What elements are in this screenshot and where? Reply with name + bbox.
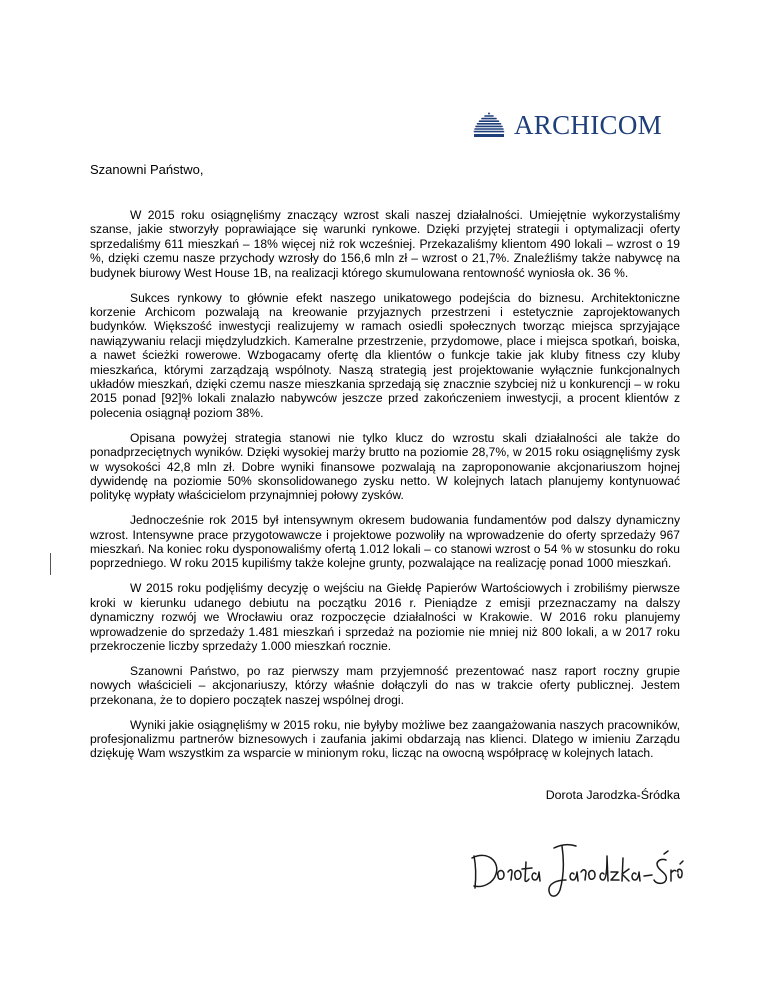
handwritten-signature-icon — [466, 836, 686, 904]
company-name: ARCHICOM — [514, 110, 662, 140]
signer-name: Dorota Jarodzka-Śródka — [545, 788, 680, 802]
paragraph-thanks: Wyniki jakie osiągnęliśmy w 2015 roku, nie byłyby możliwe bez zaangażowania naszych pracowników, profesjonalizmu partnerów biznesowych i zaufania jakimi obdarzają nas klienci. Dlatego w imieniu Zarządu dziękuję Wam wszystkim za wsparcie w minionym roku, licząc na owocną współpracę w kolejnych latach. — [90, 717, 680, 761]
company-logo — [472, 110, 684, 140]
letter-body — [90, 208, 680, 771]
text-cursor-mark — [50, 553, 51, 575]
archicom-logo-icon — [472, 111, 506, 139]
paragraph-shareholders: Szanowni Państwo, po raz pierwszy mam przyjemność prezentować nasz raport roczny grupie nowych właścicieli – akcjonariuszy, którzy właśnie dołączyli do nas w trakcie oferty publicznej. Jestem przekonana, że to dopiero początek naszej wspólnej drogi. — [90, 663, 680, 707]
letter-greeting: Szanowni Państwo, — [90, 162, 204, 177]
paragraph-results: W 2015 roku osiągnęliśmy znaczący wzrost skali naszej działalności. Umiejętnie wykorzystaliśmy szanse, jakie stworzyły poprawiające się warunki rynkowe. Dzięki przyjętej strategii i optymalizacji oferty sprzedaliśmy 611 mieszkań – 18% więcej niż rok wcześniej. Przekazaliśmy klientom 490 lokali – wzrost o 19 %, dzięki czemu nasze przychody wzrosły do 156,6 mln zł – wzrost o 21,7%. Znaleźliśmy także nabywcę na budynek biurowy West House 1B, na realizacji którego skumulowana rentowność wyniosła ok. 36 %. — [90, 208, 680, 280]
paragraph-strategy: Sukces rynkowy to głównie efekt naszego unikatowego podejścia do biznesu. Architektoniczne korzenie Archicom pozwalają na kreowanie przyjaznych przestrzeni i estetycznie zaprojektowanych budynków. Większość inwestycji realizujemy w ramach osiedli społecznych tworząc miejsca sprzyjające nawiązywaniu relacji międzyludzkich. Kameralne przestrzenie, przydomowe, place i miejsca spotkań, boiska, a nawet ścieżki rowerowe. Wzbogacamy ofertę dla klientów o funkcje takie jak kluby fitness czy kluby mieszkańca, którymi zarządzają wspólnoty. Naszą strategią jest projektowanie wyłącznie funkcjonalnych układów mieszkań, dzięki czemu nasze mieszkania sprzedają się znacznie szybciej niż u konkurencji – w roku 2015 ponad [92]% lokali znalazło nabywców jeszcze przed zakończeniem inwestycji, a procent klientów z polecenia osiągnął poziom 38%. — [90, 290, 680, 420]
paragraph-growth: Jednocześnie rok 2015 był intensywnym okresem budowania fundamentów pod dalszy dynamiczny wzrost. Intensywne prace przygotowawcze i projektowe pozwoliły na wprowadzenie do oferty sprzedaży 967 mieszkań. Na koniec roku dysponowaliśmy ofertą 1.012 lokali – co stanowi wzrost o 54 % w stosunku do roku poprzedniego. W roku 2015 kupiliśmy także kolejne grunty, pozwalające na realizację ponad 1000 mieszkań. — [90, 513, 680, 571]
paragraph-profit: Opisana powyżej strategia stanowi nie tylko klucz do wzrostu skali działalności ale także do ponadprzeciętnych wyników. Dzięki wysokiej marży brutto na poziomie 28,7%, w 2015 roku osiągnęliśmy zysk w wysokości 42,8 mln zł. Dobre wyniki finansowe pozwalają na zaproponowanie akcjonariuszom hojnej dywidendę na poziomie 50% skonsolidowanego zysku netto. W kolejnych latach planujemy kontynuować politykę wypłaty właścicielom przynajmniej połowy zysków. — [90, 430, 680, 503]
paragraph-ipo: W 2015 roku podjęliśmy decyzję o wejściu na Giełdę Papierów Wartościowych i zrobiliśmy pierwsze kroki w kierunku udanego debiutu na początku 2016 r. Pieniądze z emisji przeznaczamy na dalszy dynamiczny rozwój we Wrocławiu oraz rozpoczęcie działalności w Krakowie. W 2016 roku planujemy wprowadzenie do sprzedaży 1.481 mieszkań i sprzedaż na poziomie nie mniej niż 800 lokali, a w 2017 roku przekroczenie liczby sprzedaży 1.000 mieszkań rocznie. — [90, 581, 680, 653]
